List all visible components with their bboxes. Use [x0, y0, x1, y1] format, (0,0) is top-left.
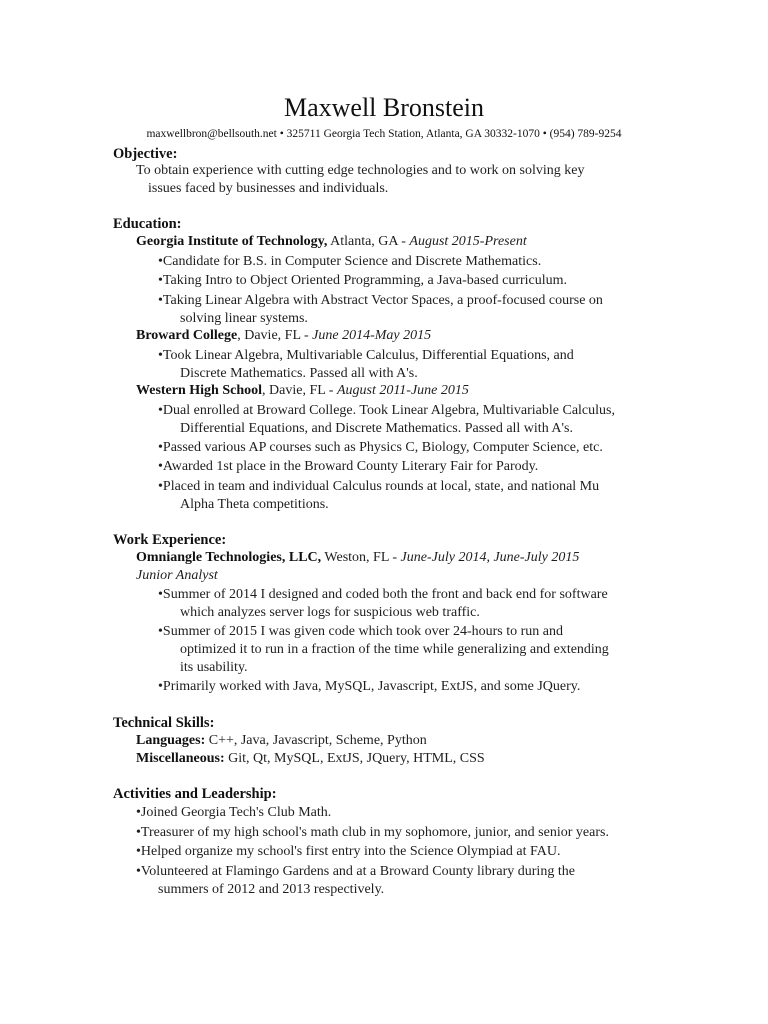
- list-item: •Taking Intro to Object Oriented Programming, a Java-based curriculum.: [158, 273, 568, 288]
- list-item: •Joined Georgia Tech's Club Math.: [136, 805, 332, 820]
- skills-value: Git, Qt, MySQL, ExtJS, JQuery, HTML, CSS: [224, 751, 485, 766]
- school-location: , Davie, FL -: [237, 328, 313, 343]
- list-item-line: Discrete Mathematics. Passed all with A's.: [180, 366, 418, 381]
- list-item: •Candidate for B.S. in Computer Science and Discrete Mathematics.: [158, 254, 542, 269]
- list-item: •Primarily worked with Java, MySQL, Javascript, ExtJS, and some JQuery.: [158, 679, 581, 694]
- list-item: [158, 586, 658, 622]
- objective-line-1: To obtain experience with cutting edge technologies and to work on solving key: [136, 163, 585, 178]
- company-location: Weston, FL -: [321, 550, 401, 565]
- objective-text: [136, 162, 656, 198]
- skills-label: Miscellaneous:: [136, 751, 225, 766]
- list-item-line: its usability.: [180, 660, 248, 675]
- section-heading-objective: Objective:: [113, 146, 178, 162]
- section-heading-education: Education:: [113, 216, 182, 232]
- job-dates: June-July 2014, June-July 2015: [400, 550, 580, 565]
- resume-name: Maxwell Bronstein: [283, 93, 485, 122]
- list-item-line: Alpha Theta competitions.: [180, 497, 329, 512]
- list-item-line: summers of 2012 and 2013 respectively.: [158, 882, 385, 897]
- company-name: Omniangle Technologies, LLC,: [136, 550, 322, 565]
- school-location: Atlanta, GA -: [327, 234, 410, 249]
- job-title: [136, 567, 218, 585]
- list-item-line: optimized it to run in a fraction of the time while generalizing and extending: [180, 642, 609, 657]
- school-name: Western High School: [136, 383, 263, 398]
- section-heading-work: Work Experience:: [113, 532, 227, 548]
- skills-value: C++, Java, Javascript, Scheme, Python: [205, 733, 427, 748]
- section-heading-activities: Activities and Leadership:: [113, 786, 277, 802]
- job-omniangle: [136, 549, 579, 567]
- school-dates: August 2015-Present: [409, 234, 527, 249]
- school-dates: June 2014-May 2015: [312, 328, 432, 343]
- list-item: [158, 402, 658, 438]
- list-item: [158, 478, 658, 514]
- list-item: [136, 863, 656, 899]
- school-georgia-tech: [136, 233, 527, 251]
- list-item-line: solving linear systems.: [180, 311, 308, 326]
- list-item-line: •Summer of 2014 I designed and coded both the front and back end for software: [158, 587, 608, 602]
- list-item-line: •Volunteered at Flamingo Gardens and at a Broward County library during the: [136, 864, 575, 879]
- school-western-high: [136, 382, 469, 400]
- list-item: [158, 292, 658, 328]
- section-heading-skills: Technical Skills:: [113, 715, 215, 731]
- school-dates: August 2011-June 2015: [336, 383, 469, 398]
- list-item-line: Differential Equations, and Discrete Mathematics. Passed all with A's.: [180, 421, 574, 436]
- school-name: Broward College: [136, 328, 238, 343]
- school-location: , Davie, FL -: [262, 383, 337, 398]
- list-item: •Passed various AP courses such as Physics C, Biology, Computer Science, etc.: [158, 440, 603, 455]
- school-name: Georgia Institute of Technology,: [136, 234, 328, 249]
- skills-misc: [136, 750, 485, 768]
- list-item-line: •Placed in team and individual Calculus rounds at local, state, and national Mu: [158, 479, 600, 494]
- list-item: •Helped organize my school's first entry into the Science Olympiad at FAU.: [136, 844, 561, 859]
- job-title-text: Junior Analyst: [136, 568, 218, 583]
- list-item: •Treasurer of my high school's math club in my sophomore, junior, and senior years.: [136, 825, 609, 840]
- contact-line: maxwellbron@bellsouth.net • 325711 Georgia Tech Station, Atlanta, GA 30332-1070 • (954) 789-9254: [146, 128, 622, 140]
- list-item-line: •Dual enrolled at Broward College. Took Linear Algebra, Multivariable Calculus,: [158, 403, 615, 418]
- skills-languages: [136, 732, 427, 750]
- list-item-line: •Summer of 2015 I was given code which took over 24-hours to run and: [158, 624, 563, 639]
- school-broward-college: [136, 327, 431, 345]
- list-item: •Awarded 1st place in the Broward County Literary Fair for Parody.: [158, 459, 539, 474]
- list-item: [158, 347, 658, 383]
- skills-label: Languages:: [136, 733, 206, 748]
- list-item-line: which analyzes server logs for suspicious web traffic.: [180, 605, 480, 620]
- list-item: [158, 623, 658, 677]
- list-item-line: •Taking Linear Algebra with Abstract Vector Spaces, a proof-focused course on: [158, 293, 603, 308]
- list-item-line: •Took Linear Algebra, Multivariable Calculus, Differential Equations, and: [158, 348, 574, 363]
- objective-line-2: issues faced by businesses and individuals.: [148, 181, 389, 196]
